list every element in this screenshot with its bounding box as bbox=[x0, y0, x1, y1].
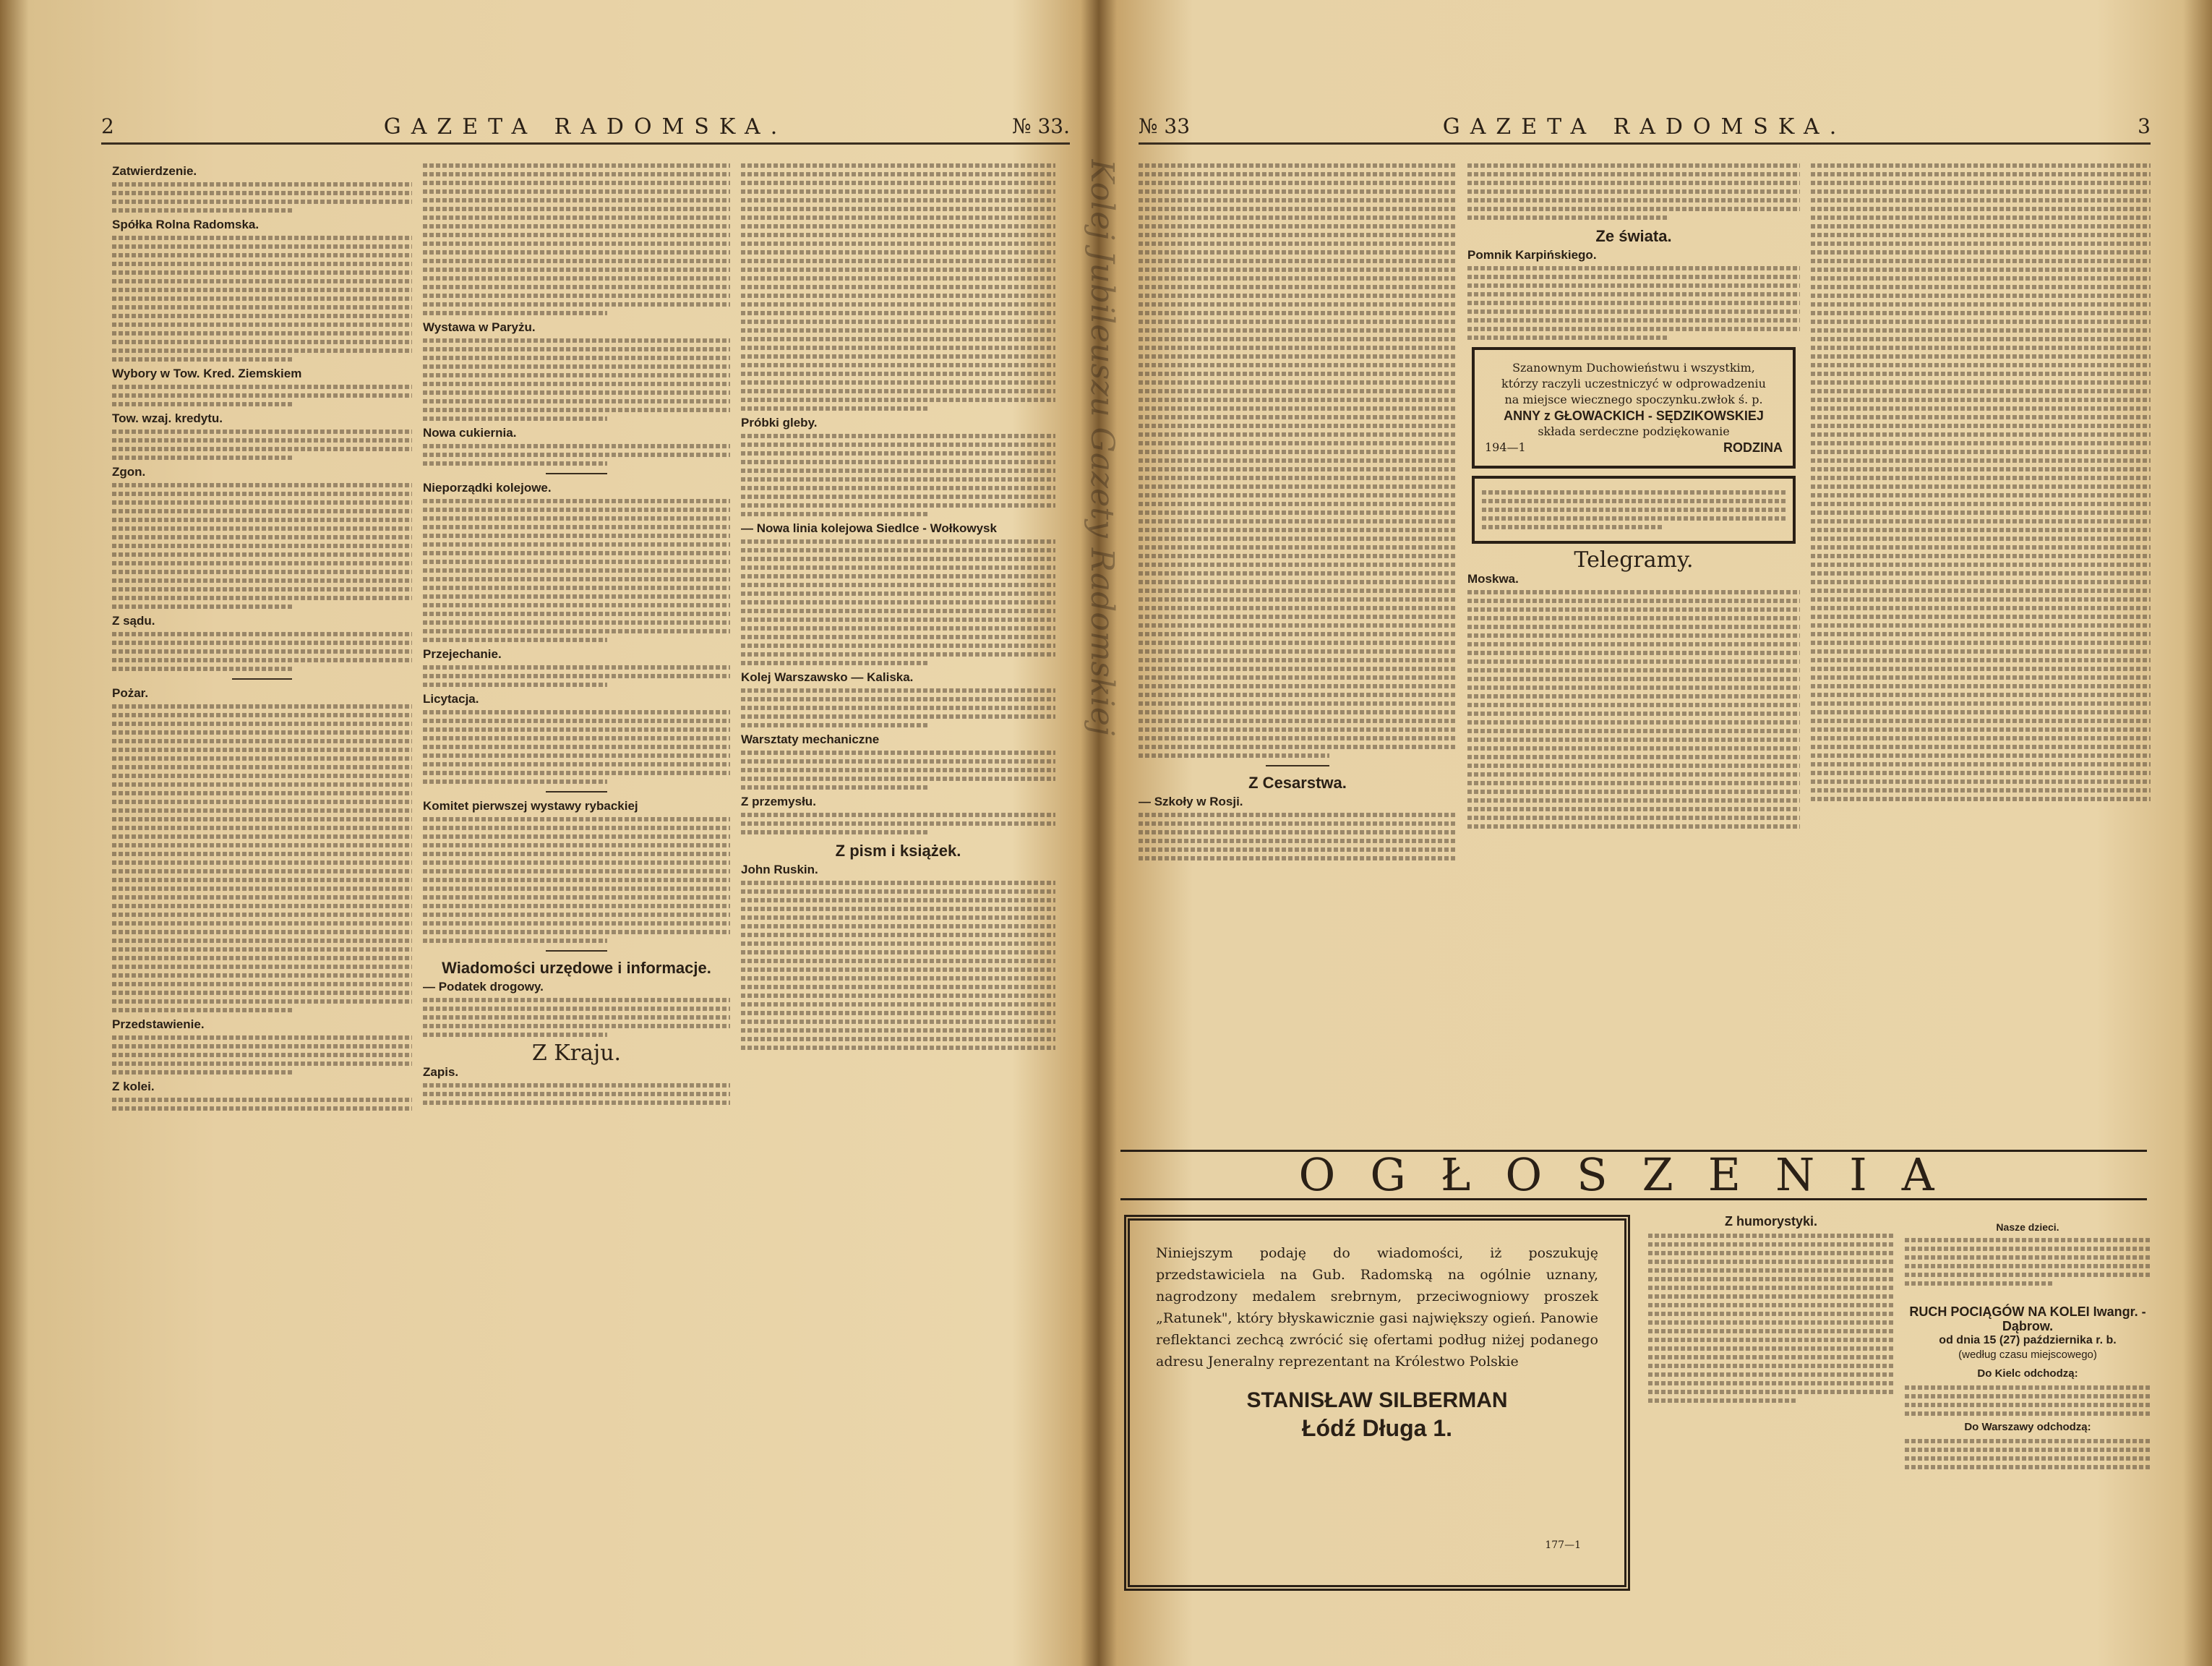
right-column-1 bbox=[1139, 159, 1457, 1145]
heading: Przedstawienie. bbox=[112, 1017, 205, 1031]
timetable-title: RUCH POCIĄGÓW NA KOLEI Iwangr. - Dąbrow. bbox=[1909, 1304, 2146, 1333]
silberman-advertisement bbox=[1124, 1215, 1630, 1591]
section-title: Z pism i książek. bbox=[835, 842, 961, 860]
section-title: Z Cesarstwa. bbox=[1248, 774, 1347, 792]
notice-line: Szanownym Duchowieństwu i wszystkim, bbox=[1512, 361, 1755, 375]
heading: — Nowa linia kolejowa Siedlce - Wołkowysk bbox=[741, 521, 997, 535]
heading: — Szkoły w Rosji. bbox=[1139, 795, 1243, 808]
heading: Nieporządki kolejowe. bbox=[423, 481, 552, 495]
section-title: Wiadomości urzędowe i informacje. bbox=[442, 959, 711, 977]
notice-thanks: składa serdeczne podziękowanie bbox=[1538, 424, 1730, 438]
heading: Spółka Rolna Radomska. bbox=[112, 218, 260, 231]
left-page-title: GAZETA RADOMSKA. bbox=[383, 114, 788, 140]
heading: Moskwa. bbox=[1467, 572, 1519, 586]
heading: Zgon. bbox=[112, 465, 146, 479]
heading: Nowa cukiernia. bbox=[423, 426, 517, 440]
obituary-thanks-box bbox=[1472, 347, 1796, 469]
heading: Wybory w Tow. Kred. Ziemskiem bbox=[112, 367, 302, 380]
heading: Z przemysłu. bbox=[741, 795, 816, 808]
heading: Nasze dzieci. bbox=[1996, 1221, 2059, 1233]
left-running-head bbox=[101, 114, 1070, 145]
notice-line: na miejsce wiecznego spoczynku.zwłok ś. p. bbox=[1504, 393, 1763, 406]
humor-column bbox=[1648, 1215, 1894, 1594]
heading: Z kolei. bbox=[112, 1080, 155, 1093]
heading: Licytacja. bbox=[423, 692, 479, 706]
timetable-to-warsaw: Do Warszawy odchodzą: bbox=[1964, 1421, 2091, 1433]
heading: Zatwierdzenie. bbox=[112, 164, 197, 178]
ad-body: Niniejszym podaję do wiadomości, iż poszukuję przedstawiciela na Gub. Radomską na ogólnie uznany, nagrodzony medalem srebrnym, przeciwogniowy proszek „Ratunek", który błyskawicznie gasi największy ogień. Panowie reflektanci zechcą zwrócić się ofertami podług niżej podanego adresu Jeneralny reprezentant na Królestwo Polskie bbox=[1156, 1245, 1598, 1370]
heading: Pożar. bbox=[112, 686, 149, 700]
heading: Warsztaty mechaniczne bbox=[741, 732, 880, 746]
ad-address: Łódź Długa 1. bbox=[1302, 1415, 1452, 1441]
left-column-2 bbox=[423, 159, 730, 1644]
section-title: Z Kraju. bbox=[531, 1041, 622, 1066]
left-page-number: 2 bbox=[101, 114, 114, 138]
ad-code: 177—1 bbox=[1545, 1539, 1581, 1551]
notice-family: RODZINA bbox=[1723, 440, 1783, 455]
timetable-note: (według czasu miejscowego) bbox=[1958, 1349, 2097, 1361]
timetable-to-kielce: Do Kielc odchodzą: bbox=[1977, 1367, 2078, 1380]
gutter-bleed-through: Kolej Jubileuszu Gazety Radomskiej bbox=[1084, 159, 1120, 736]
train-timetable bbox=[1905, 1304, 2151, 1469]
right-issue-number: № 33 bbox=[1139, 114, 1191, 138]
notice-name: ANNY z GŁOWACKICH - SĘDZIKOWSKIEJ bbox=[1504, 409, 1764, 423]
ad-name: STANISŁAW SILBERMAN bbox=[1246, 1388, 1508, 1412]
small-notice-box bbox=[1472, 476, 1796, 544]
right-column-3 bbox=[1811, 159, 2151, 1145]
right-running-head bbox=[1139, 114, 2151, 145]
timetable-subtitle: od dnia 15 (27) października r. b. bbox=[1939, 1334, 2117, 1346]
heading: Kolej Warszawsko — Kaliska. bbox=[741, 670, 914, 684]
heading: Pomnik Karpińskiego. bbox=[1467, 248, 1597, 262]
heading: Wystawa w Paryżu. bbox=[423, 320, 536, 334]
heading: Zapis. bbox=[423, 1065, 459, 1079]
heading: Próbki gleby. bbox=[741, 416, 818, 430]
heading: Komitet pierwszej wystawy rybackiej bbox=[423, 799, 638, 813]
heading: — Podatek drogowy. bbox=[423, 980, 544, 994]
notice-line: którzy raczyli uczestniczyć w odprowadzeniu bbox=[1501, 377, 1766, 390]
left-column-3 bbox=[741, 159, 1055, 1644]
heading: John Ruskin. bbox=[741, 863, 818, 876]
children-column bbox=[1905, 1215, 2151, 1594]
right-page-title: GAZETA RADOMSKA. bbox=[1442, 114, 1847, 140]
left-column-1 bbox=[112, 159, 412, 1644]
right-page-number: 3 bbox=[2138, 114, 2151, 138]
notice-code: 194—1 bbox=[1485, 440, 1526, 454]
section-title: Z humorystyki. bbox=[1724, 1215, 1818, 1229]
left-issue-number: № 33. bbox=[1012, 114, 1070, 138]
section-title: Ze świata. bbox=[1595, 227, 1672, 245]
advertisements-banner: OGŁOSZENIA bbox=[1120, 1150, 2147, 1200]
heading: Z sądu. bbox=[112, 614, 155, 628]
heading: Przejechanie. bbox=[423, 647, 502, 661]
heading: Tow. wzaj. kredytu. bbox=[112, 411, 223, 425]
right-column-2 bbox=[1467, 159, 1800, 1145]
section-title: Telegramy. bbox=[1574, 547, 1694, 573]
